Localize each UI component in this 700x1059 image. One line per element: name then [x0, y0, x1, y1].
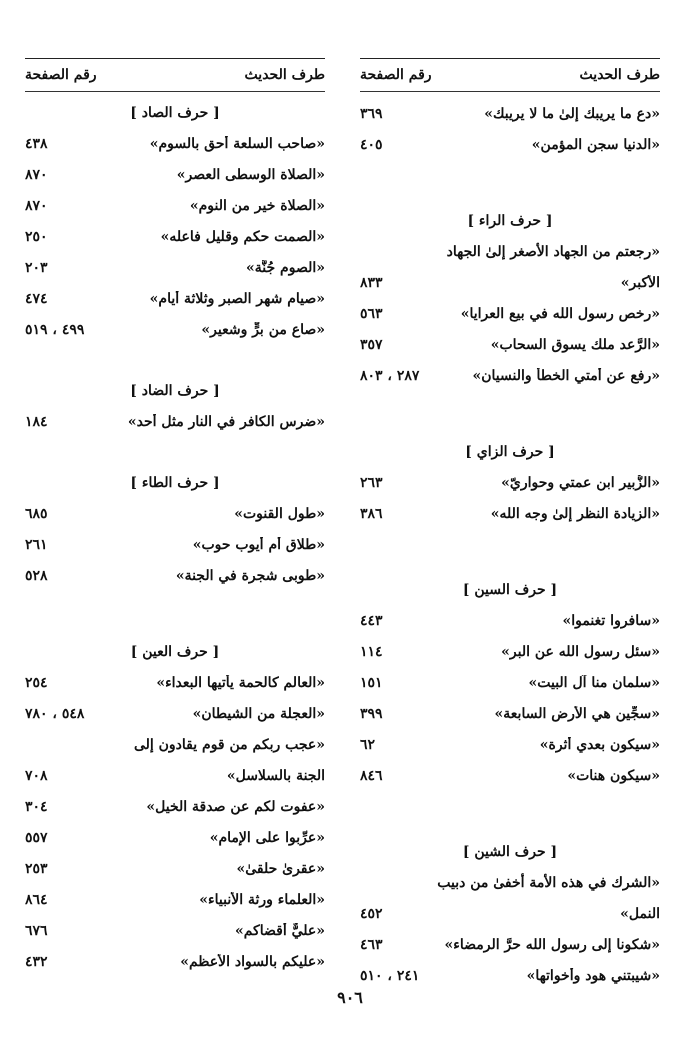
index-entry: «طوبى شجرة في الجنة» ٥٢٨ — [25, 567, 325, 584]
index-entry: «صاع من برٍّ وشعير» ٤٩٩ ، ٥١٩ — [25, 321, 325, 338]
index-entry: «سجِّين هي الأرض السابعة» ٣٩٩ — [360, 705, 660, 722]
index-entry: «العلماء ورثة الأنبياء» ٨٦٤ — [25, 891, 325, 908]
header-rule — [25, 91, 325, 92]
index-entry: «صاحب السلعة أحق بالسوم» ٤٣٨ — [25, 135, 325, 152]
page-number: ٩٠٦ — [337, 988, 363, 1007]
index-entry: «العجلة من الشيطان» ٥٤٨ ، ٧٨٠ — [25, 705, 325, 722]
index-entry: «سيكون هنات» ٨٤٦ — [360, 767, 660, 784]
index-entry: «شيبتني هود وأخواتها» ٢٤١ ، ٥١٠ — [360, 967, 660, 984]
index-entry: «ضرس الكافر في النار مثل أحد» ١٨٤ — [25, 413, 325, 430]
index-entry: «عليٌّ أقضاكم» ٦٧٦ — [25, 922, 325, 939]
page-column-header: رقم الصفحة — [25, 67, 97, 83]
index-entry-continued: «رجعتم من الجهاد الأصغر إلىٰ الجهاد — [446, 243, 660, 260]
index-entry: «الزيادة النظر إلىٰ وجه الله» ٣٨٦ — [360, 505, 660, 522]
index-entry: «الصلاة خير من النوم» ٨٧٠ — [25, 197, 325, 214]
index-entry: «طول القنوت» ٦٨٥ — [25, 505, 325, 522]
index-entry: «عقرىٰ حلقىٰ» ٢٥٣ — [25, 860, 325, 877]
left-column — [25, 58, 325, 977]
section-title-ra: [ حرف الراء ] — [467, 213, 553, 229]
index-entry: «الرَّعد ملك يسوق السحاب» ٣٥٧ — [360, 336, 660, 353]
hadith-column-header: طرف الحديث — [244, 67, 325, 83]
index-entry: «الصلاة الوسطى العصر» ٨٧٠ — [25, 166, 325, 183]
index-entry: «العالم كالحمة يأتيها البعداء» ٢٥٤ — [25, 674, 325, 691]
index-entry: «شكونا إلى رسول الله حرَّ الرمضاء» ٤٦٣ — [360, 936, 660, 953]
index-entry: «عرِّبوا على الإمام» ٥٥٧ — [25, 829, 325, 846]
index-entry: «طلاق أم أيوب حوب» ٢٦١ — [25, 536, 325, 553]
index-entry: «صيام شهر الصبر وثلاثة أيام» ٤٧٤ — [25, 290, 325, 307]
index-entry: «الدنيا سجن المؤمن» ٤٠٥ — [360, 136, 660, 153]
index-entry: «الزُّبير ابن عمتي وحواريّ» ٢٦٣ — [360, 474, 660, 491]
index-entry: «دع ما يريبك إلىٰ ما لا يريبك» ٣٦٩ — [360, 105, 660, 122]
index-entry: «سئل رسول الله عن البر» ١١٤ — [360, 643, 660, 660]
column-header — [25, 59, 325, 91]
section-title-ayn: [ حرف العين ] — [130, 644, 220, 660]
section-title-sin: [ حرف السين ] — [462, 582, 558, 598]
index-entry: «سافروا تغنموا» ٤٤٣ — [360, 612, 660, 629]
section-title-sad: [ حرف الصاد ] — [130, 105, 220, 121]
index-entry-continued: «الشرك في هذه الأمة أخفىٰ من دبيب — [437, 874, 660, 891]
page-column-header: رقم الصفحة — [360, 67, 432, 83]
index-entry: «الصوم جُنَّة» ٢٠٣ — [25, 259, 325, 276]
section-title-shin: [ حرف الشين ] — [462, 844, 558, 860]
index-entry: «رفع عن أمتي الخطأ والنسيان» ٢٨٧ ، ٨٠٣ — [360, 367, 660, 384]
index-entry: الأكبر» ٨٣٣ — [360, 274, 660, 291]
section-title-zay: [ حرف الزاي ] — [465, 444, 555, 460]
index-entry: «سلمان منا آل البيت» ١٥١ — [360, 674, 660, 691]
index-entry: الجنة بالسلاسل» ٧٠٨ — [25, 767, 325, 784]
header-rule — [360, 91, 660, 92]
column-header — [360, 59, 660, 91]
index-entry: «الصمت حكم وقليل فاعله» ٢٥٠ — [25, 228, 325, 245]
section-title-ta: [ حرف الطاء ] — [130, 475, 220, 491]
index-entry: «عفوت لكم عن صدقة الخيل» ٣٠٤ — [25, 798, 325, 815]
right-column — [360, 58, 660, 991]
index-entry: «رخص رسول الله في بيع العرايا» ٥٦٣ — [360, 305, 660, 322]
index-entry: النمل» ٤٥٢ — [360, 905, 660, 922]
section-title-dad: [ حرف الضاد ] — [130, 383, 220, 399]
hadith-column-header: طرف الحديث — [579, 67, 660, 83]
index-entry-continued: «عجب ربكم من قوم يقادون إلى — [133, 736, 325, 753]
index-entry: «عليكم بالسواد الأعظم» ٤٣٢ — [25, 953, 325, 970]
index-entry: «سيكون بعدي أثرة» ٦٢ — [360, 736, 660, 753]
